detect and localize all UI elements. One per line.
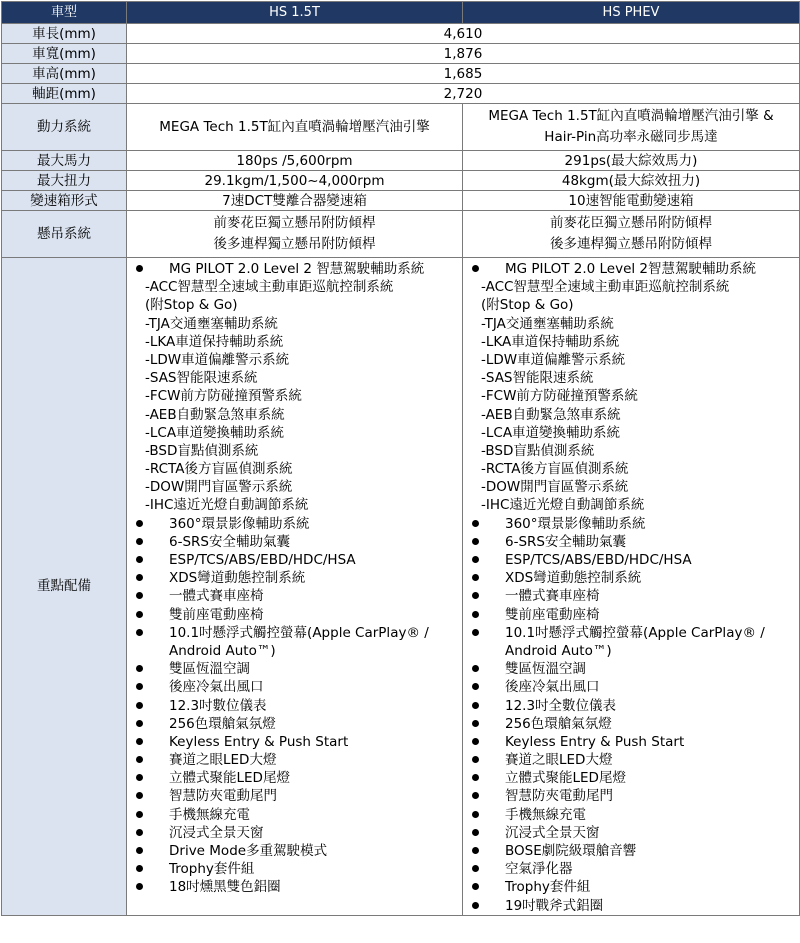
value-length: 4,610	[127, 24, 800, 44]
feature-sub-item: -ACC智慧型全速域主動車距巡航控制系統	[145, 279, 394, 296]
feature-item: BOSE劇院級環艙音響	[469, 842, 799, 860]
row-length	[2, 24, 800, 44]
powertrain-phev-line2: Hair-Pin高功率永磁同步馬達	[544, 129, 718, 145]
label-features: 重點配備	[2, 258, 127, 916]
value-powertrain-15t: MEGA Tech 1.5T缸內直噴渦輪增壓汽油引擎	[127, 104, 463, 151]
feature-item: Trophy套件組	[133, 860, 462, 878]
feature-item: ESP/TCS/ABS/EBD/HDC/HSA	[469, 551, 799, 569]
value-gearbox-15t: 7速DCT雙離合器變速箱	[127, 191, 463, 211]
label-torque: 最大扭力	[2, 171, 127, 191]
header-hs-phev: HS PHEV	[463, 2, 800, 24]
suspension-phev-rear: 後多連桿獨立懸吊附防傾桿	[550, 236, 712, 252]
feature-item: ESP/TCS/ABS/EBD/HDC/HSA	[133, 551, 462, 569]
feature-sub-item: -FCW前方防碰撞預警系統	[145, 388, 302, 405]
row-height	[2, 64, 800, 84]
feature-item: 10.1吋懸浮式觸控螢幕(Apple CarPlay® / Android Auto™)	[469, 624, 799, 660]
feature-item: 6-SRS安全輔助氣囊	[133, 533, 462, 551]
label-height: 車高(mm)	[2, 64, 127, 84]
features-phev	[463, 258, 800, 916]
suspension-15t-rear: 後多連桿獨立懸吊附防傾桿	[213, 236, 376, 252]
feature-item: 一體式賽車座椅	[469, 587, 799, 605]
feature-item: 6-SRS安全輔助氣囊	[469, 533, 799, 551]
feature-item: 256色環艙氣氛燈	[469, 715, 799, 733]
value-torque-15t: 29.1kgm/1,500~4,000rpm	[127, 171, 463, 191]
feature-item: 19吋戰斧式鋁圈	[469, 897, 799, 915]
feature-sub-item: -LKA車道保持輔助系統	[481, 333, 620, 350]
feature-item: 12.3吋數位儀表	[133, 697, 462, 715]
feature-sub-item: (附Stop & Go)	[145, 297, 238, 314]
feature-item: 賽道之眼LED大燈	[133, 751, 462, 769]
feature-item: 18吋燻黑雙色鋁圈	[133, 878, 462, 896]
value-torque-phev: 48kgm(最大綜效扭力)	[463, 171, 800, 191]
feature-sub-item: -LDW車道偏離警示系統	[481, 351, 626, 368]
feature-item: 立體式聚能LED尾燈	[133, 769, 462, 787]
feature-item: 賽道之眼LED大燈	[469, 751, 799, 769]
header-model: 車型	[2, 2, 127, 24]
feature-sub-item: -LCA車道變換輔助系統	[145, 424, 285, 441]
feature-item: 360°環景影像輔助系統	[133, 515, 462, 533]
label-width: 車寬(mm)	[2, 44, 127, 64]
feature-sub-item: -IHC遠近光燈自動調節系統	[145, 497, 309, 514]
feature-sub-item: -TJA交通壅塞輔助系統	[145, 315, 278, 332]
feature-item: 10.1吋懸浮式觸控螢幕(Apple CarPlay® / Android Auto™)	[133, 624, 462, 660]
row-gearbox	[2, 191, 800, 211]
spec-table	[1, 1, 800, 916]
row-suspension	[2, 211, 800, 258]
feature-item: 手機無線充電	[133, 806, 462, 824]
feature-item: 256色環艙氣氛燈	[133, 715, 462, 733]
header-hs-15t: HS 1.5T	[127, 2, 463, 24]
feature-sub-item: -LCA車道變換輔助系統	[481, 424, 621, 441]
value-height: 1,685	[127, 64, 800, 84]
label-powertrain: 動力系統	[2, 104, 127, 151]
feature-item: 雙前座電動座椅	[133, 606, 462, 624]
feature-item: 立體式聚能LED尾燈	[469, 769, 799, 787]
feature-sub-item: -BSD盲點偵測系統	[481, 442, 595, 459]
feature-sub-item: -TJA交通壅塞輔助系統	[481, 315, 614, 332]
feature-sub-item: -RCTA後方盲區偵測系統	[481, 461, 629, 478]
feature-sub-item: -AEB自動緊急煞車系統	[481, 406, 621, 423]
feature-item: MG PILOT 2.0 Level 2 智慧駕駛輔助系統	[133, 260, 462, 278]
feature-sub-item: -SAS智能限速系統	[145, 370, 258, 387]
feature-sub-item: -LDW車道偏離警示系統	[145, 351, 290, 368]
feature-item: Trophy套件組	[469, 878, 799, 896]
row-power	[2, 151, 800, 171]
features-list-15t	[133, 260, 462, 897]
feature-sub-item: -BSD盲點偵測系統	[145, 442, 259, 459]
label-suspension: 懸吊系統	[2, 211, 127, 258]
feature-sub-item: -AEB自動緊急煞車系統	[145, 406, 285, 423]
value-gearbox-phev: 10速智能電動變速箱	[463, 191, 800, 211]
feature-item: 空氣淨化器	[469, 860, 799, 878]
feature-sub-item: -LKA車道保持輔助系統	[145, 333, 284, 350]
feature-item: 12.3吋全數位儀表	[469, 697, 799, 715]
feature-sub-item: -SAS智能限速系統	[481, 370, 594, 387]
feature-sub-item: -FCW前方防碰撞預警系統	[481, 388, 638, 405]
features-15t	[127, 258, 463, 916]
powertrain-phev-line1: MEGA Tech 1.5T缸內直噴渦輪增壓汽油引擎 &	[488, 108, 774, 124]
feature-sub-item: -IHC遠近光燈自動調節系統	[481, 497, 645, 514]
feature-item: 後座冷氣出風口	[469, 678, 799, 696]
feature-item: 一體式賽車座椅	[133, 587, 462, 605]
value-width: 1,876	[127, 44, 800, 64]
feature-item: MG PILOT 2.0 Level 2智慧駕駛輔助系統	[469, 260, 799, 278]
label-wheelbase: 軸距(mm)	[2, 84, 127, 104]
feature-item: Keyless Entry & Push Start	[469, 733, 799, 751]
value-wheelbase: 2,720	[127, 84, 800, 104]
value-suspension-phev	[463, 211, 800, 258]
row-width	[2, 44, 800, 64]
feature-item: XDS彎道動態控制系統	[469, 569, 799, 587]
feature-item: 智慧防夾電動尾門	[133, 787, 462, 805]
feature-item: 沉浸式全景天窗	[133, 824, 462, 842]
feature-item: 手機無線充電	[469, 806, 799, 824]
feature-sub-item: (附Stop & Go)	[481, 297, 574, 314]
feature-item: 後座冷氣出風口	[133, 678, 462, 696]
value-power-15t: 180ps /5,600rpm	[127, 151, 463, 171]
value-power-phev: 291ps(最大綜效馬力)	[463, 151, 800, 171]
suspension-15t-front: 前麥花臣獨立懸吊附防傾桿	[213, 215, 376, 231]
feature-item: 雙區恆溫空調	[469, 660, 799, 678]
label-power: 最大馬力	[2, 151, 127, 171]
feature-item: XDS彎道動態控制系統	[133, 569, 462, 587]
feature-sub-item: -RCTA後方盲區偵測系統	[145, 461, 293, 478]
label-length: 車長(mm)	[2, 24, 127, 44]
label-gearbox: 變速箱形式	[2, 191, 127, 211]
suspension-phev-front: 前麥花臣獨立懸吊附防傾桿	[550, 215, 712, 231]
feature-item: 360°環景影像輔助系統	[469, 515, 799, 533]
feature-item: 智慧防夾電動尾門	[469, 787, 799, 805]
row-torque	[2, 171, 800, 191]
feature-item: 雙前座電動座椅	[469, 606, 799, 624]
feature-sub-item: -DOW開門盲區警示系統	[145, 479, 293, 496]
feature-item: 雙區恆溫空調	[133, 660, 462, 678]
feature-sub-item: -DOW開門盲區警示系統	[481, 479, 629, 496]
header-row	[2, 2, 800, 24]
feature-item: Keyless Entry & Push Start	[133, 733, 462, 751]
feature-sub-item: -ACC智慧型全速域主動車距巡航控制系統	[481, 279, 730, 296]
value-powertrain-phev	[463, 104, 800, 151]
row-features	[2, 258, 800, 916]
feature-item: Drive Mode多重駕駛模式	[133, 842, 462, 860]
row-wheelbase	[2, 84, 800, 104]
features-list-phev	[469, 260, 799, 915]
feature-item: 沉浸式全景天窗	[469, 824, 799, 842]
value-suspension-15t	[127, 211, 463, 258]
row-powertrain	[2, 104, 800, 151]
